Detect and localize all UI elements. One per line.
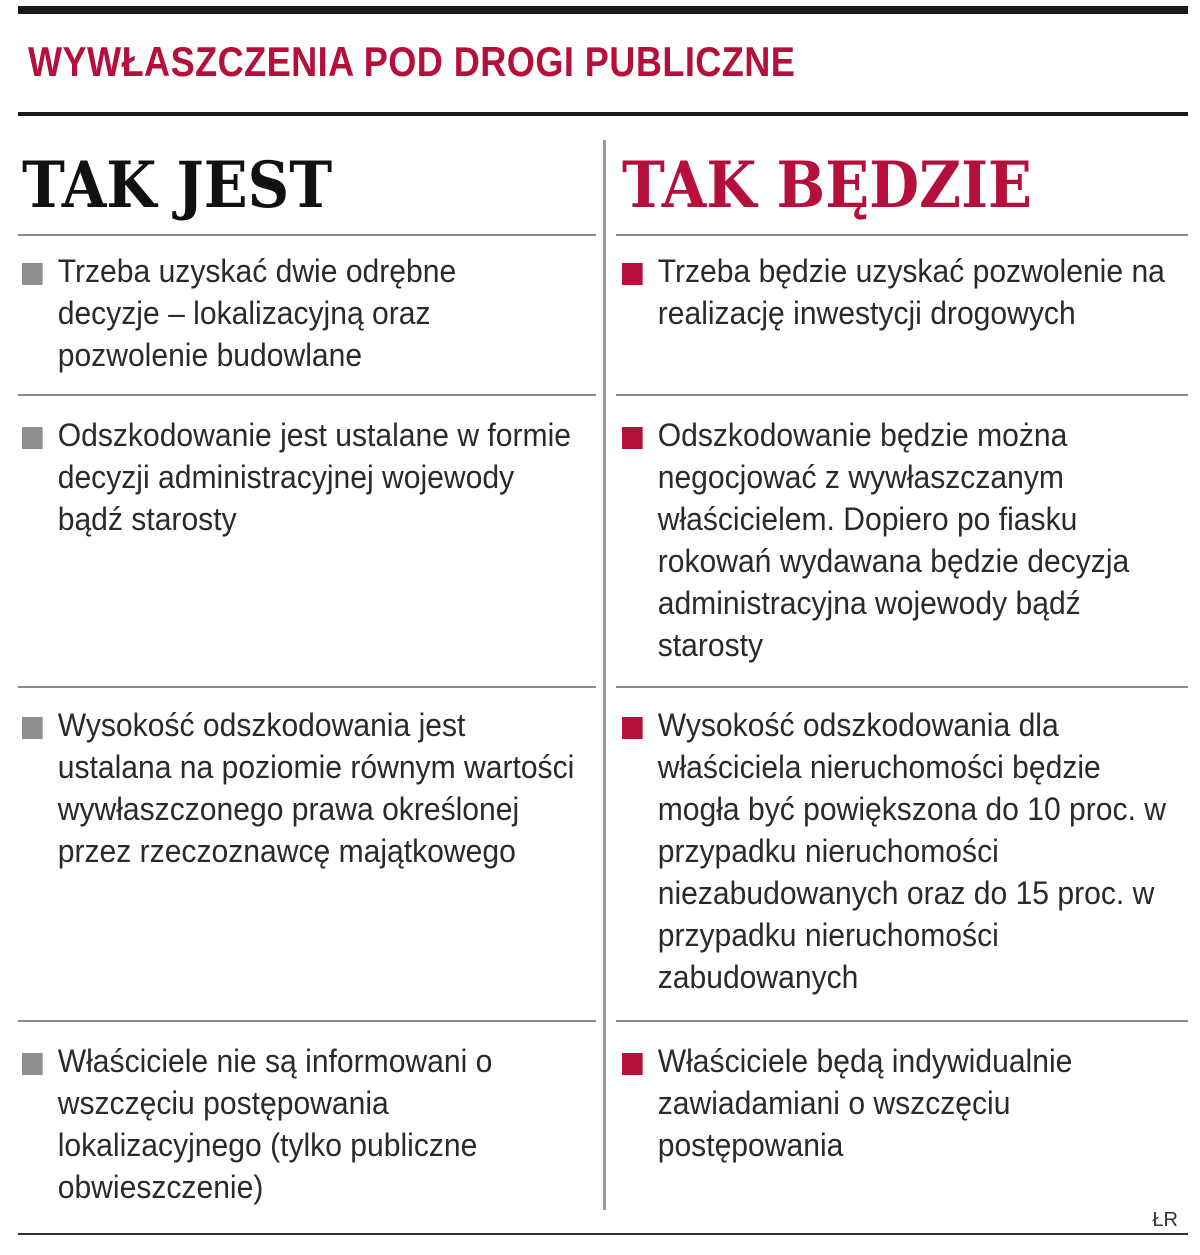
right-item-text: Odszkodowanie będzie można negocjować z wywłaszczanym właścicielem. Dopiero po fiasku rokowań wydawana będzie decyzja administracyjna wojewody bądź starosty — [657, 417, 1130, 663]
column-divider — [603, 140, 606, 1210]
left-item-2 — [22, 414, 586, 540]
right-item-3 — [622, 704, 1184, 998]
row-separator — [18, 234, 596, 236]
title-rule — [18, 112, 1188, 116]
left-item-text: Wysokość odszkodowania jest ustalana na poziomie równym wartości wywłaszczonego prawa określonej przez rzeczoznawcę majątkowego — [57, 707, 575, 869]
right-item-text: Wysokość odszkodowania dla właściciela nieruchomości będzie mogła być powiększona do 10 proc. w przypadku nieruchomości niezabudowanych oraz do 15 proc. w przypadku nieruchomości zabudowanych — [657, 707, 1167, 995]
grey-square-bullet-icon — [22, 717, 43, 739]
grey-square-bullet-icon — [22, 1053, 43, 1075]
red-square-bullet-icon — [622, 1053, 643, 1075]
row-separator — [18, 686, 596, 688]
right-item-2 — [622, 414, 1184, 666]
right-item-1 — [622, 250, 1184, 334]
red-square-bullet-icon — [622, 427, 643, 449]
top-rule — [18, 6, 1188, 14]
grey-square-bullet-icon — [22, 263, 43, 285]
left-item-text: Odszkodowanie jest ustalane w formie decyzji administracyjnej wojewody bądź starosty — [57, 417, 572, 537]
red-square-bullet-icon — [622, 717, 643, 739]
right-item-text: Trzeba będzie uzyskać pozwolenie na realizację inwestycji drogowych — [657, 253, 1165, 331]
left-item-4 — [22, 1040, 558, 1208]
left-item-3 — [22, 704, 586, 872]
left-item-text: Właściciele nie są informowani o wszczęciu postępowania lokalizacyjnego (tylko publiczne obwieszczenie) — [57, 1043, 493, 1205]
page-title: WYWŁASZCZENIA POD DROGI PUBLICZNE — [28, 38, 796, 85]
grey-square-bullet-icon — [22, 427, 43, 449]
row-separator — [18, 394, 596, 396]
left-item-text: Trzeba uzyskać dwie odrębne decyzje – lokalizacyjną oraz pozwolenie budowlane — [57, 253, 457, 373]
red-square-bullet-icon — [622, 263, 643, 285]
left-column-heading: TAK JEST — [22, 148, 333, 223]
source-credit: ŁR — [1152, 1209, 1178, 1231]
right-item-4 — [622, 1040, 1148, 1166]
right-column-heading: TAK BĘDZIE — [622, 148, 1032, 223]
row-separator — [616, 1020, 1188, 1022]
right-item-text: Właściciele będą indywidualnie zawiadamiani o wszczęciu postępowania — [657, 1043, 1073, 1163]
row-separator — [18, 1020, 596, 1022]
bottom-rule — [18, 1233, 1188, 1235]
left-item-1 — [22, 250, 548, 376]
row-separator — [616, 686, 1188, 688]
row-separator — [616, 234, 1188, 236]
row-separator — [616, 394, 1188, 396]
